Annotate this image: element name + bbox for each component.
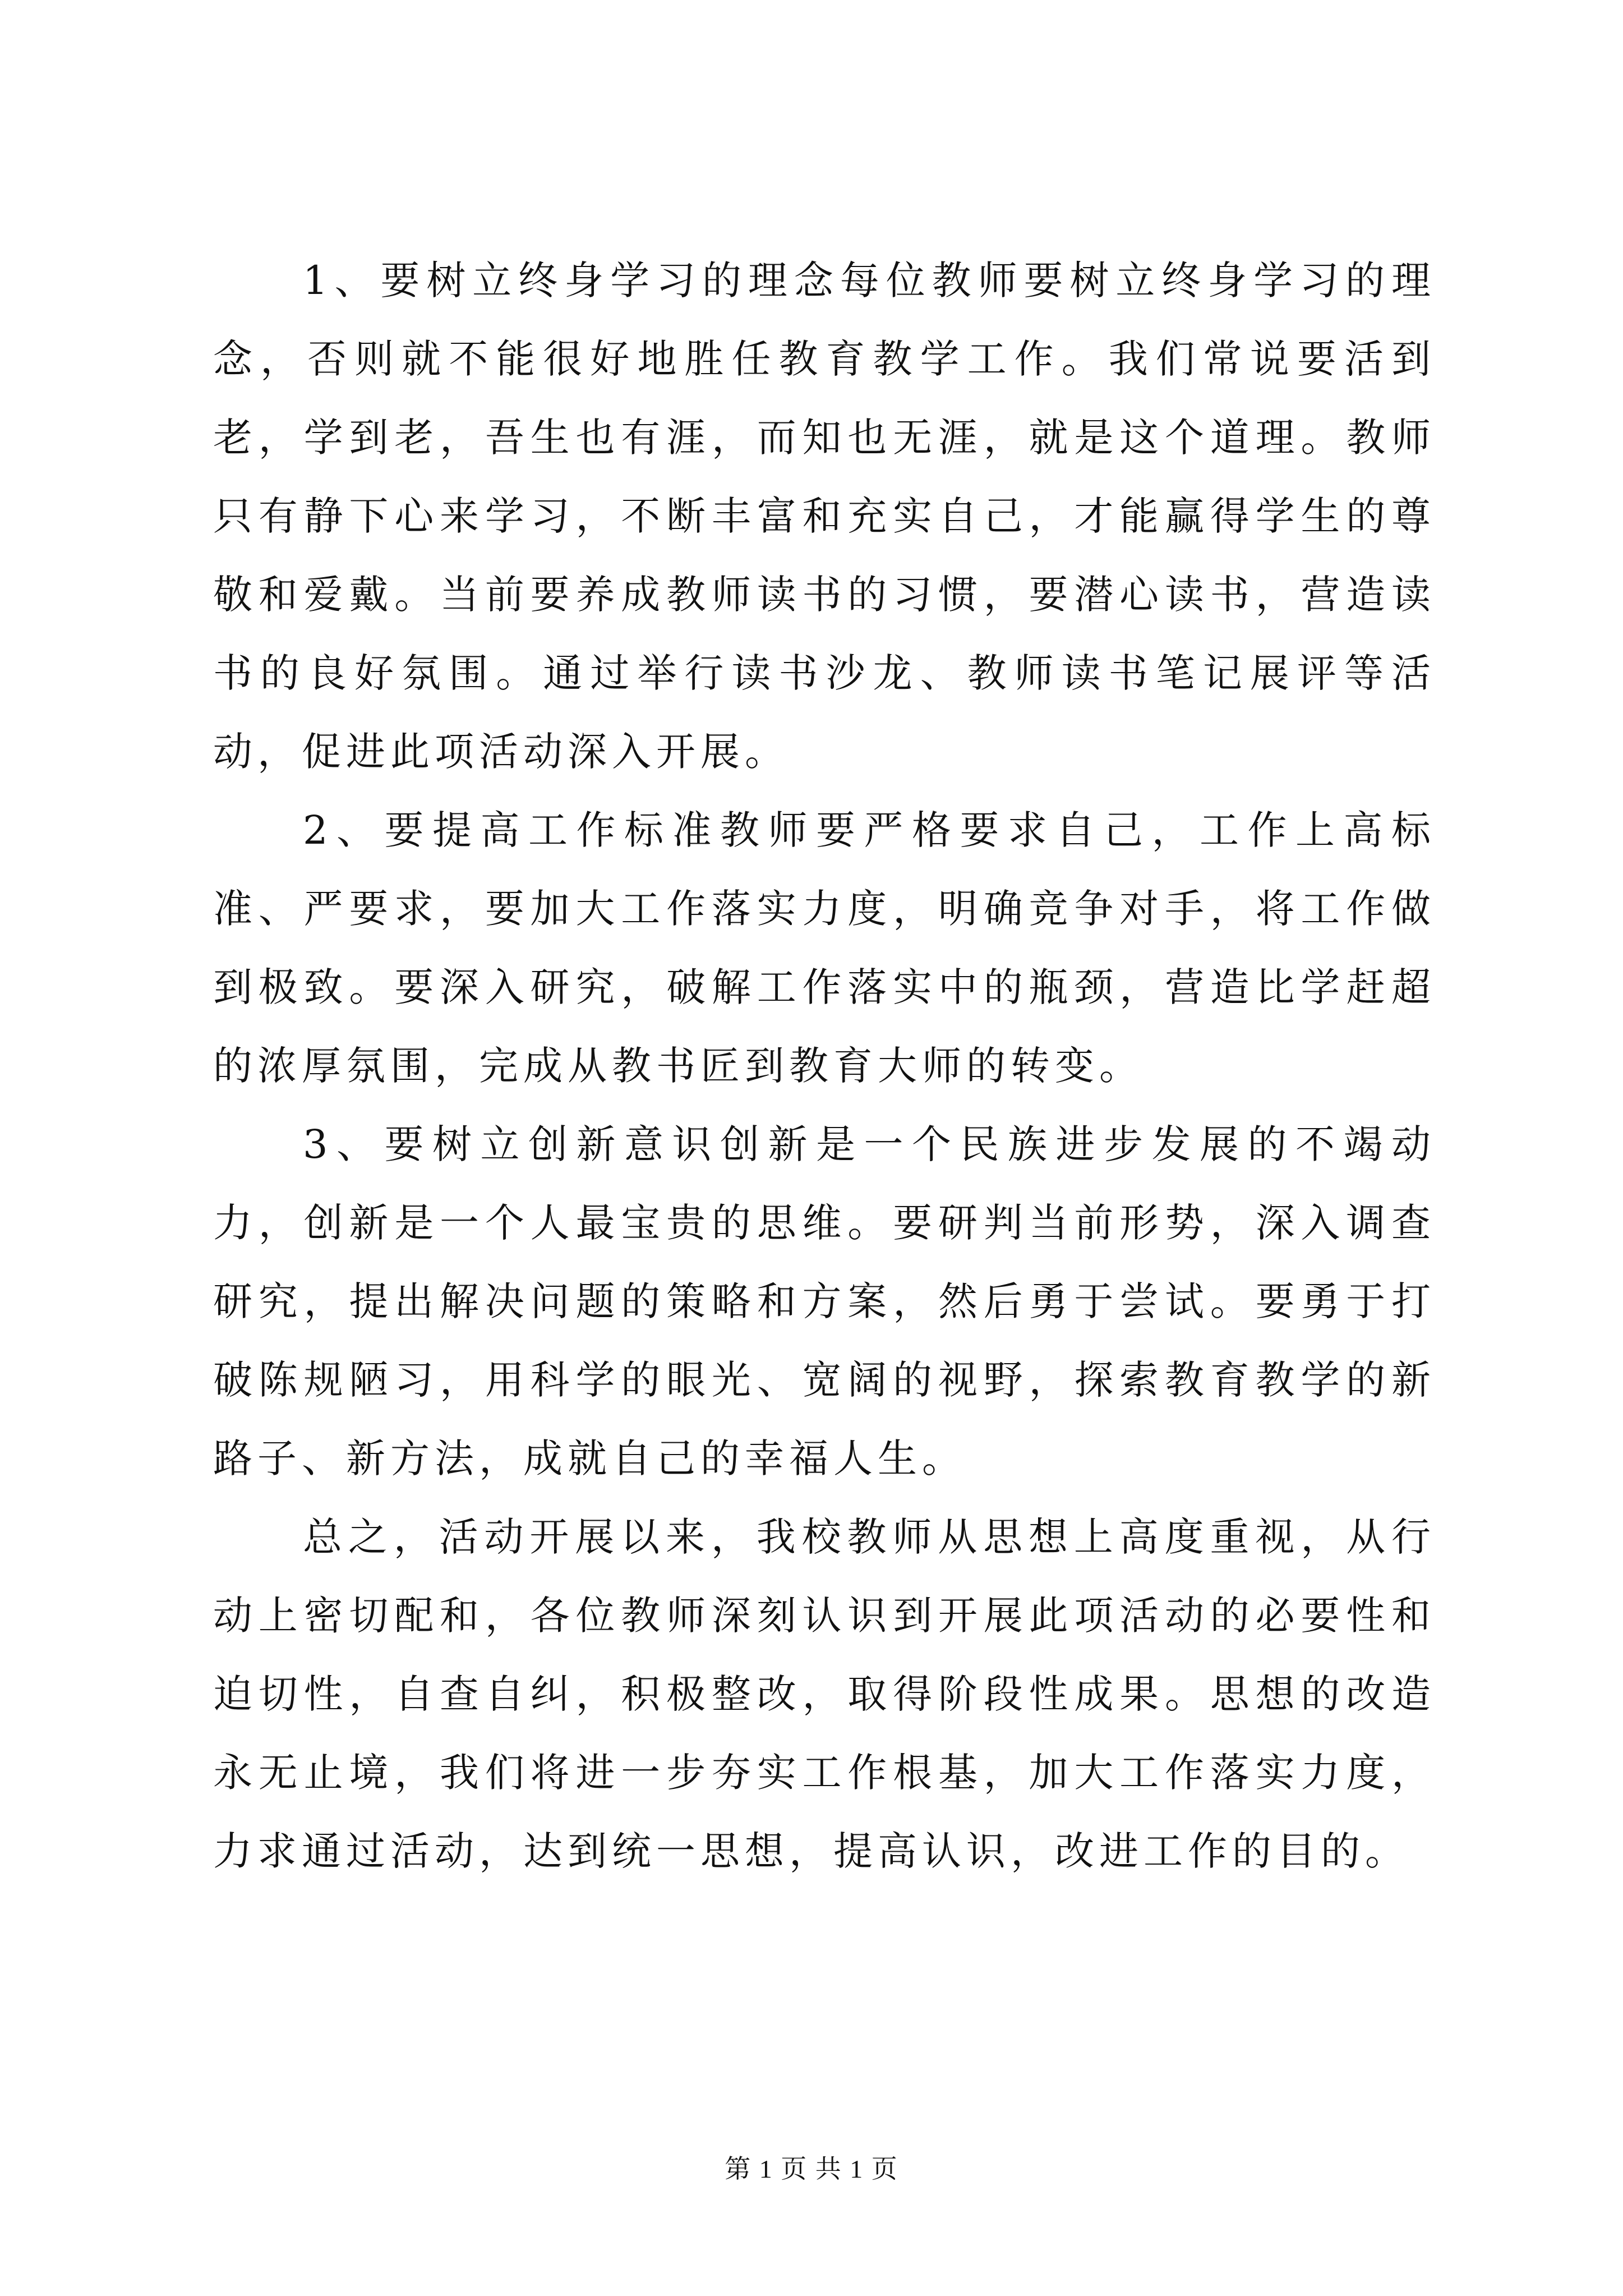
paragraph-work-standards: 2、要提高工作标准教师要严格要求自己，工作上高标准、严要求，要加大工作落实力度，明确竞争对手，将工作做到极致。要深入研究，破解工作落实中的瓶颈，营造比学赶超的浓厚氛围，完成从教书匠到教育大师的转变。 (213, 807, 1436, 1089)
page-number-footer: 第 1 页 共 1 页 (725, 2155, 898, 2183)
document-body (213, 241, 1436, 1890)
paragraph-lifelong-learning: 1、要树立终身学习的理念每位教师要树立终身学习的理念，否则就不能很好地胜任教育教学工作。我们常说要活到老，学到老，吾生也有涯，而知也无涯，就是这个道理。教师只有静下心来学习，不断丰富和充实自己，才能赢得学生的尊敬和爱戴。当前要养成教师读书的习惯，要潜心读书，营造读书的良好氛围。通过举行读书沙龙、教师读书笔记展评等活动，促进此项活动深入开展。 (213, 257, 1436, 775)
paragraph-summary: 总之，活动开展以来，我校教师从思想上高度重视，从行动上密切配和，各位教师深刻认识到开展此项活动的必要性和迫切性，自查自纠，积极整改，取得阶段性成果。思想的改造永无止境，我们将进一步夯实工作根基，加大工作落实力度，力求通过活动，达到统一思想，提高认识，改进工作的目的。 (213, 1514, 1436, 1874)
paragraph-innovation: 3、要树立创新意识创新是一个民族进步发展的不竭动力，创新是一个人最宝贵的思维。要研判当前形势，深入调查研究，提出解决问题的策略和方案，然后勇于尝试。要勇于打破陈规陋习，用科学的眼光、宽阔的视野，探索教育教学的新路子、新方法，成就自己的幸福人生。 (213, 1121, 1436, 1481)
